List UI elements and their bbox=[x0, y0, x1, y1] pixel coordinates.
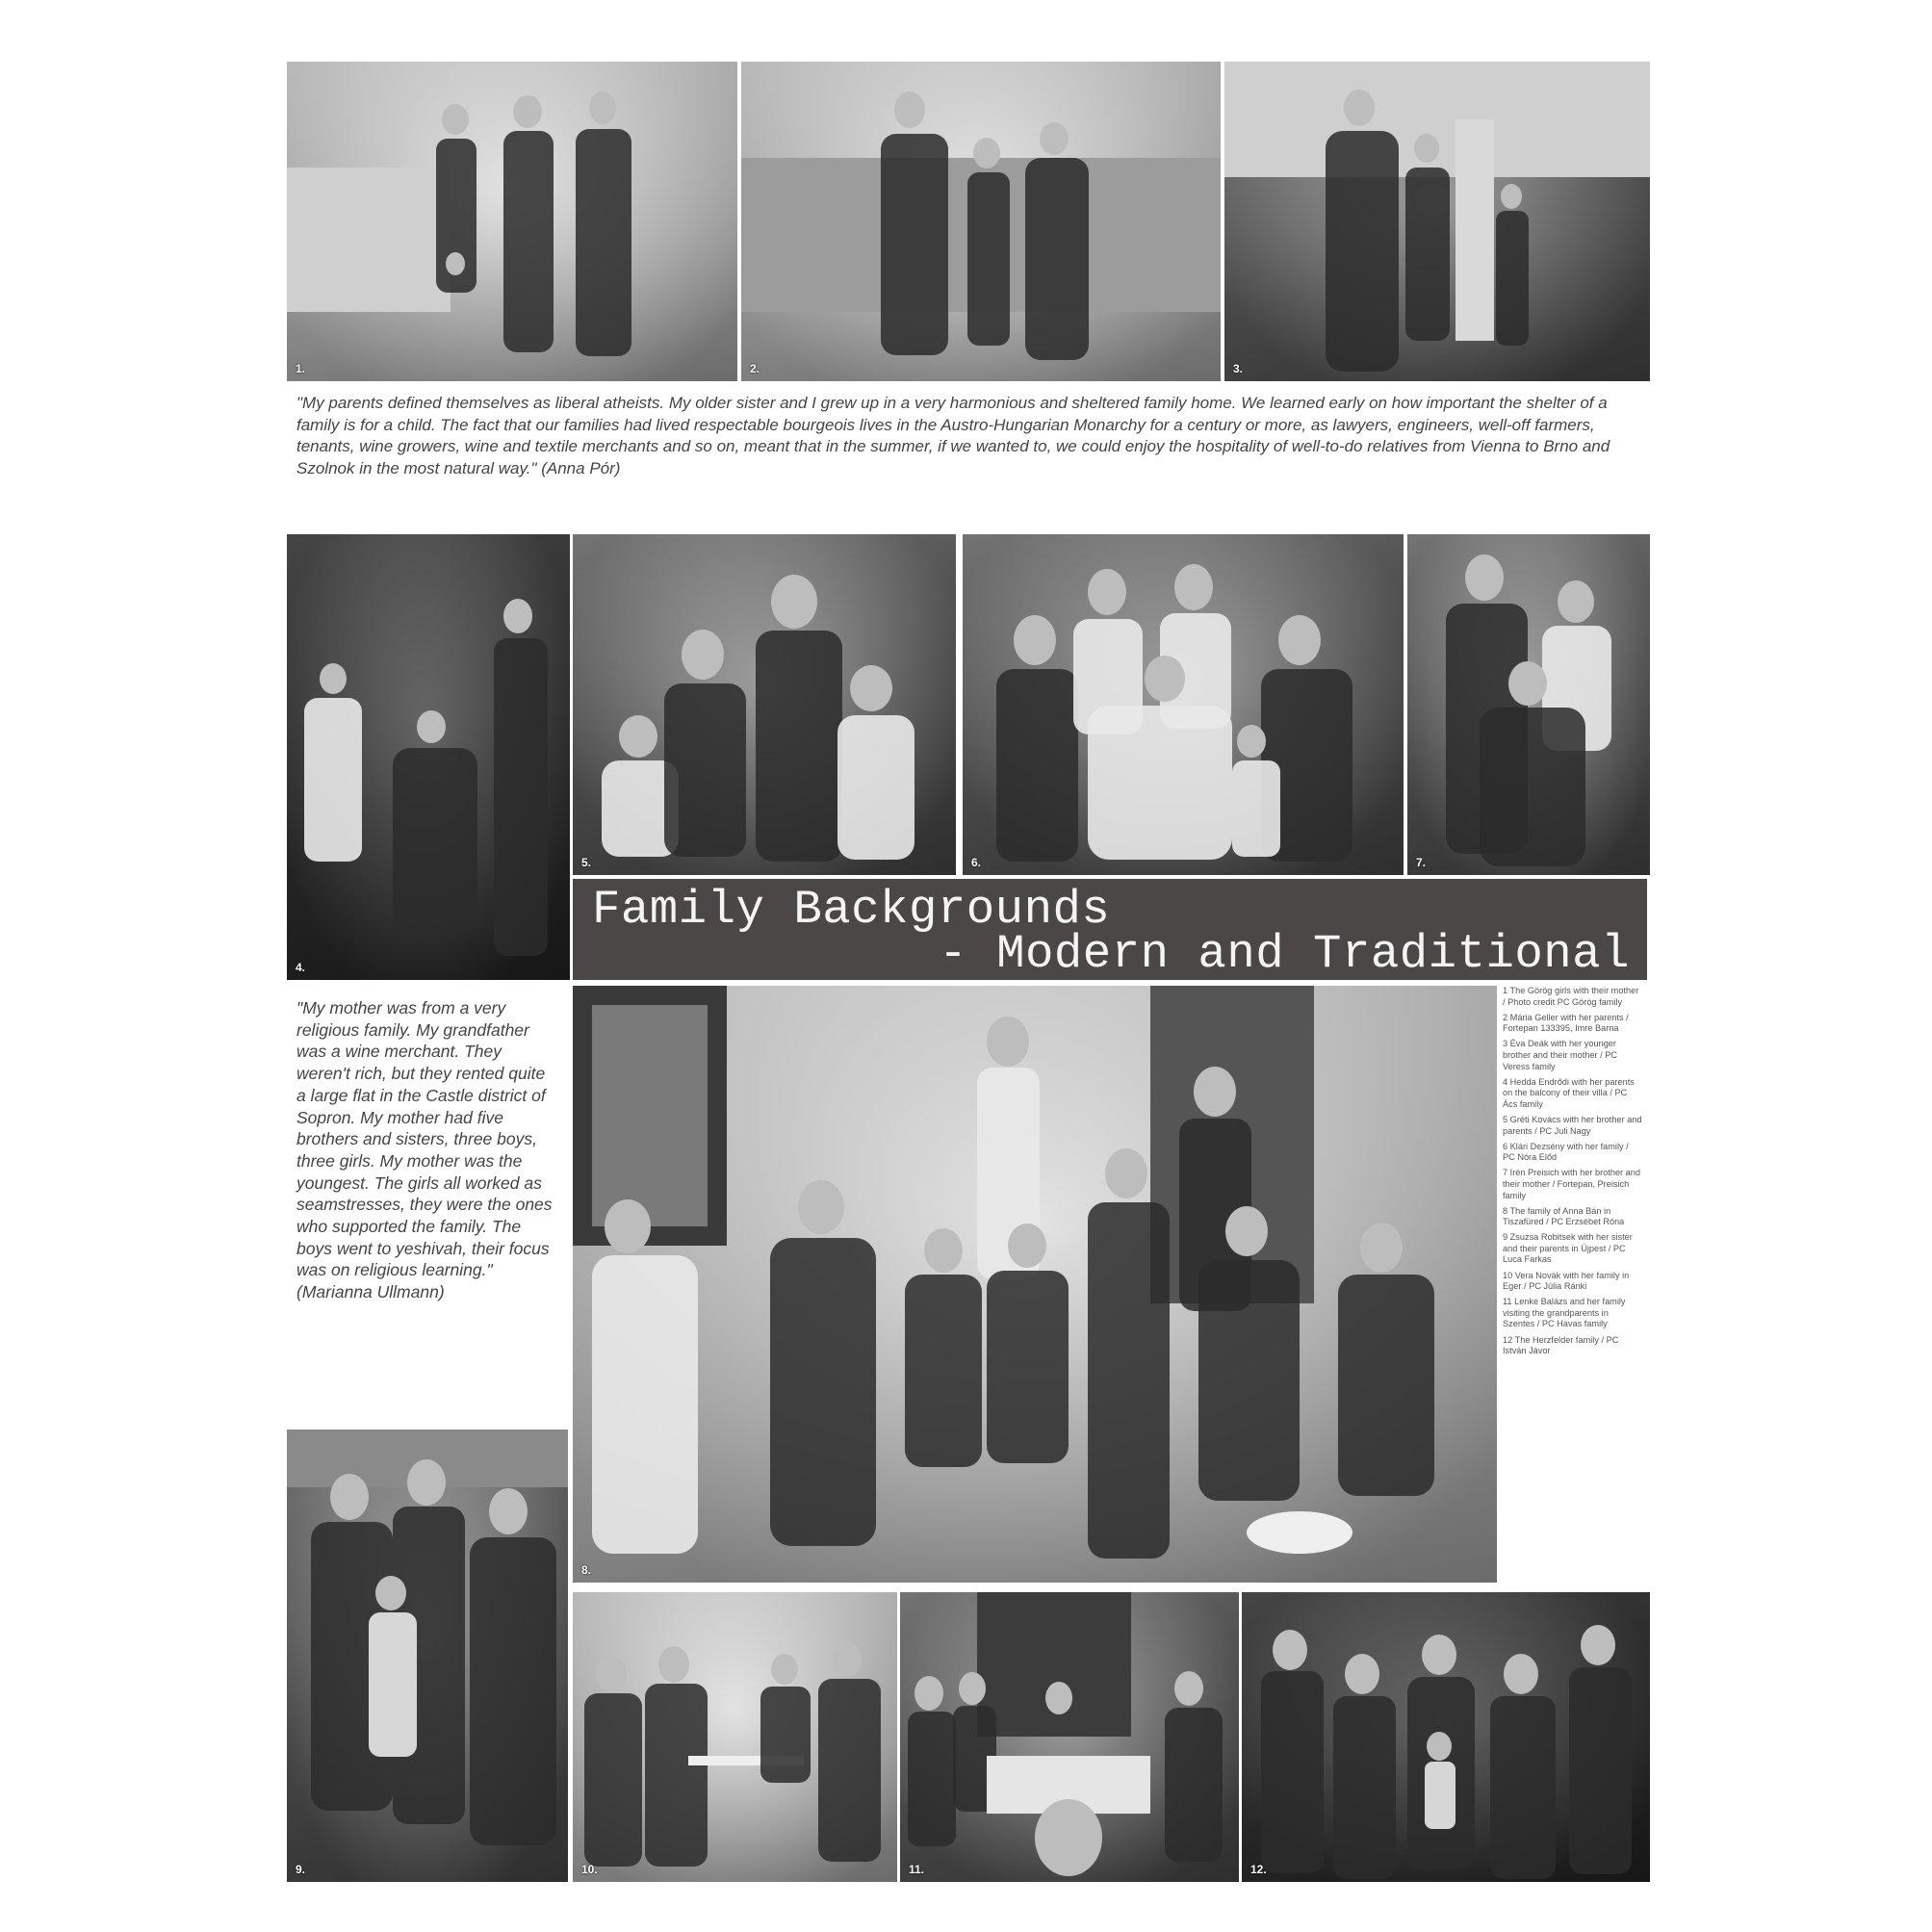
photo-2 bbox=[741, 62, 1221, 381]
photo-12-figures bbox=[1242, 1592, 1650, 1882]
photo-5 bbox=[573, 534, 956, 875]
photo-5-figures bbox=[573, 534, 956, 875]
photo-1 bbox=[287, 62, 737, 381]
photo-7 bbox=[1407, 534, 1650, 875]
photo-9 bbox=[287, 1430, 568, 1882]
photo-11-figures bbox=[900, 1592, 1239, 1882]
credit-item: 2 Mária Geller with her parents / Fortepan 133395, Imre Barna bbox=[1503, 1012, 1629, 1034]
credit-item: 1 The Görög girls with their mother / Photo credit PC Görög family bbox=[1503, 986, 1639, 1007]
photo-3-number: 3. bbox=[1233, 362, 1244, 375]
photo-3-figures bbox=[1224, 62, 1650, 381]
photo-8-figures bbox=[573, 986, 1497, 1583]
photo-7-number: 7. bbox=[1416, 856, 1427, 869]
photo-2-figures bbox=[741, 62, 1221, 381]
photo-12-number: 12. bbox=[1250, 1863, 1267, 1876]
title-band bbox=[573, 879, 1647, 980]
credit-item: 7 Irén Preisich with her brother and their mother / Fortepan, Preisich family bbox=[1503, 1168, 1640, 1200]
photo-10 bbox=[573, 1592, 897, 1882]
photo-8-number: 8. bbox=[581, 1563, 592, 1577]
credit-item: 3 Éva Deák with her younger brother and their mother / PC Veress family bbox=[1503, 1039, 1617, 1071]
photo-2-number: 2. bbox=[750, 362, 760, 375]
photo-10-figures bbox=[573, 1592, 897, 1882]
credit-item: 4 Hedda Endrődi with her parents on the balcony of their villa / PC Ács family bbox=[1503, 1076, 1635, 1109]
credit-item: 10 Vera Novák with her family in Eger / PC Júlia Ránki bbox=[1503, 1270, 1630, 1292]
photo-1-figures bbox=[287, 62, 737, 381]
credit-item: 11 Lenke Balázs and her family visiting the grandparents in Szentes / PC Havas family bbox=[1503, 1297, 1626, 1329]
photo-3 bbox=[1224, 62, 1650, 381]
title-line-2: - Modern and Traditional bbox=[939, 927, 1630, 981]
photo-1-number: 1. bbox=[296, 362, 306, 375]
photo-7-figures bbox=[1407, 534, 1650, 875]
quote-marianna-ullmann: "My mother was from a very religious family. My grandfather was a wine merchant. They weren't rich, but they rented quite a large flat in the Castle district of Sopron. My mother had five brothers and sisters, three boys, three girls. My mother was the youngest. The girls all worked as seamstresses, they were the ones who supported the family. The boys went to yeshivah, their focus was on religious learning." (Marianna Ullmann) bbox=[296, 998, 553, 1302]
photo-10-number: 10. bbox=[581, 1863, 598, 1876]
credit-item: 12 The Herzfelder family / PC István Jávor bbox=[1503, 1334, 1619, 1356]
photo-6-number: 6. bbox=[971, 856, 982, 869]
credit-item: 9 Zsuzsa Robitsek with her sister and their parents in Újpest / PC Luca Farkas bbox=[1503, 1232, 1633, 1265]
photo-credits bbox=[1503, 986, 1642, 1361]
photo-11-number: 11. bbox=[909, 1863, 925, 1876]
title-line-1: Family Backgrounds bbox=[592, 883, 1111, 937]
credit-item: 6 Klári Dezsény with her family / PC Nóra Előd bbox=[1503, 1141, 1629, 1163]
photo-6-figures bbox=[963, 534, 1404, 875]
photo-6 bbox=[963, 534, 1404, 875]
photo-9-figures bbox=[287, 1430, 568, 1882]
photo-4 bbox=[287, 534, 570, 980]
photo-4-number: 4. bbox=[296, 961, 306, 974]
photo-5-number: 5. bbox=[581, 856, 592, 869]
photo-9-number: 9. bbox=[296, 1863, 306, 1876]
photo-12 bbox=[1242, 1592, 1650, 1882]
credit-item: 5 Gréti Kovács with her brother and parents / PC Juli Nagy bbox=[1503, 1114, 1642, 1136]
credit-item: 8 The family of Anna Bán in Tiszafüred / PC Erzsébet Róna bbox=[1503, 1205, 1625, 1227]
quote-anna-por: "My parents defined themselves as liberal atheists. My older sister and I grew up in a very harmonious and sheltered family home. We learned early on how important the shelter of a family is for a child. The fact that our families had lived respectable bourgeois lives in the Austro-Hungarian Monarchy for a century or more, as lawyers, engineers, well-off farmers, tenants, wine growers, wine and textile merchants and so on, meant that in the summer, if we wanted to, we could enjoy the hospitality of well-to-do relatives from Vienna to Brno and Szolnok in the most natural way." (Anna Pór) bbox=[296, 394, 1610, 477]
photo-8 bbox=[573, 986, 1497, 1583]
photo-11 bbox=[900, 1592, 1239, 1882]
photo-4-figures bbox=[287, 534, 570, 980]
